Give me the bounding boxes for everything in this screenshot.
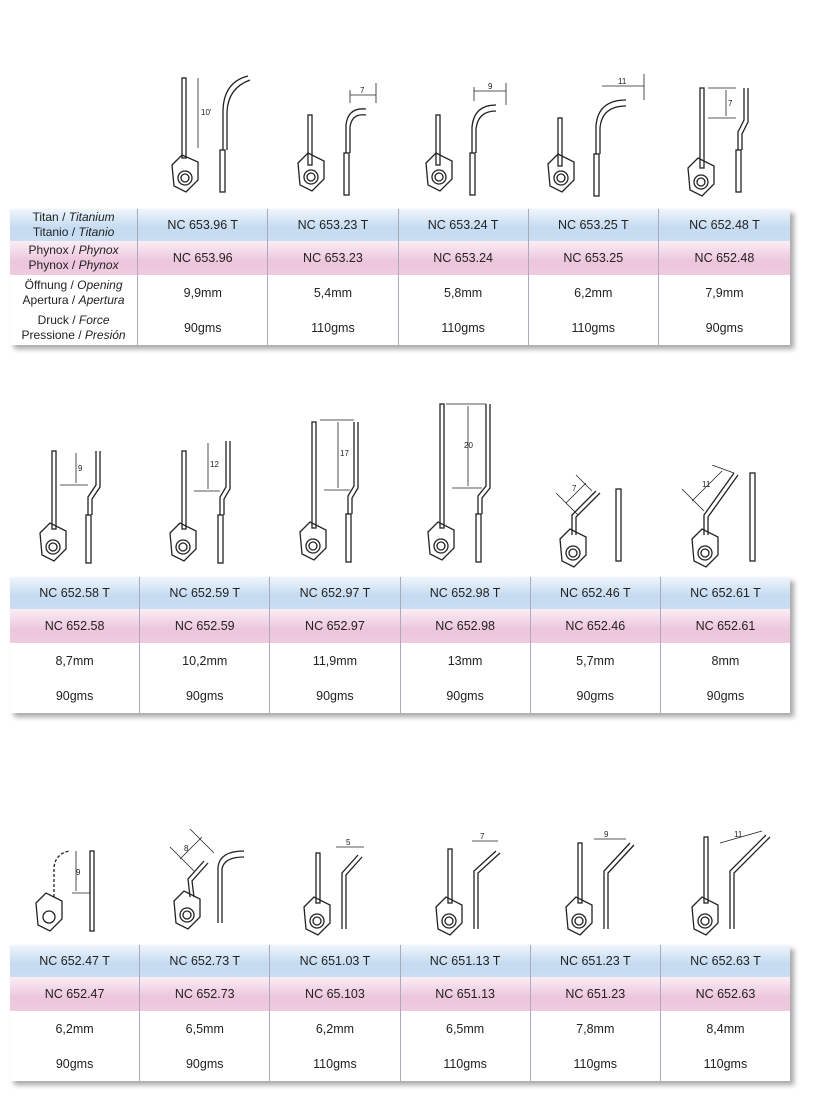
- opening-cell: 11,9mm: [270, 643, 400, 678]
- clip-drawing-4: [426, 400, 506, 570]
- spec-table-1: [10, 209, 790, 345]
- force-row: [10, 678, 790, 713]
- force-cell: 110gms: [531, 1046, 661, 1081]
- drawings-section-3: [0, 825, 826, 940]
- row-label-opening: Öffnung / Opening Apertura / Apertura: [10, 275, 138, 310]
- opening-cell: 10,2mm: [140, 643, 270, 678]
- force-cell: 90gms: [401, 678, 531, 713]
- phynox-cell: NC 651.23: [531, 977, 661, 1011]
- dim-label: 7: [572, 484, 577, 493]
- clip-drawing-1: [38, 445, 118, 570]
- force-cell: 90gms: [10, 678, 140, 713]
- phynox-cell: NC 652.63: [695, 987, 756, 1001]
- titan-cell: NC 653.24 T: [399, 209, 529, 241]
- dim-label: 5: [346, 838, 351, 847]
- force-cell: 110gms: [270, 1046, 400, 1081]
- phynox-cell: NC 65.103: [270, 977, 400, 1011]
- titan-cell: NC 653.96 T: [138, 209, 268, 241]
- clip-drawing-5: [686, 80, 766, 200]
- force-cell: 110gms: [399, 310, 529, 345]
- phynox-cell: NC 653.96: [138, 241, 268, 275]
- spec-table-2: [10, 577, 790, 713]
- opening-cell: 13mm: [401, 643, 531, 678]
- phynox-row: [10, 609, 790, 643]
- force-cell: 90gms: [531, 678, 661, 713]
- force-cell: 90gms: [140, 678, 270, 713]
- phynox-cell: NC 652.73: [140, 977, 270, 1011]
- dim-label: 11: [734, 830, 743, 839]
- dim-label: 9: [76, 868, 81, 877]
- opening-cell: 8,4mm: [706, 1021, 745, 1036]
- force-row: [10, 310, 790, 345]
- phynox-cell: NC 653.25: [529, 241, 659, 275]
- opening-cell: 5,8mm: [399, 275, 529, 310]
- force-cell: 110gms: [703, 1056, 748, 1071]
- dim-label: 11: [702, 480, 711, 489]
- clip-drawing-3: [424, 75, 514, 200]
- phynox-cell: NC 653.24: [399, 241, 529, 275]
- dim-label: 10': [201, 108, 212, 117]
- titan-row: [10, 577, 790, 609]
- clip-drawing-5: [552, 465, 632, 570]
- titan-cell: NC 651.13 T: [401, 945, 531, 977]
- titan-cell: NC 652.58 T: [10, 577, 140, 609]
- dim-label: 20: [464, 441, 473, 450]
- opening-cell: 6,2mm: [270, 1011, 400, 1046]
- clip-drawing-3: [302, 833, 382, 939]
- opening-cell: 5,4mm: [268, 275, 398, 310]
- force-cell: 110gms: [268, 310, 398, 345]
- phynox-cell: NC 653.23: [268, 241, 398, 275]
- force-cell: 110gms: [529, 310, 659, 345]
- titan-row: [10, 209, 790, 241]
- clip-drawing-2: [296, 75, 386, 200]
- titan-cell: NC 652.98 T: [401, 577, 531, 609]
- opening-cell: 7,8mm: [531, 1011, 661, 1046]
- dim-label: 7: [480, 832, 485, 841]
- force-cell: 110gms: [401, 1046, 531, 1081]
- dim-label: 7: [360, 86, 365, 95]
- opening-cell: 9,9mm: [138, 275, 268, 310]
- force-cell: 90gms: [10, 1046, 140, 1081]
- force-cell: 90gms: [705, 320, 744, 335]
- row-label-titan: Titan / Titanium Titanio / Titanio: [10, 209, 138, 241]
- dim-label: 8: [184, 844, 189, 853]
- clip-drawing-2: [164, 827, 254, 939]
- titan-cell: NC 652.97 T: [270, 577, 400, 609]
- clip-drawing-4: [546, 70, 646, 200]
- spec-table-3: [10, 945, 790, 1081]
- titan-row: [10, 945, 790, 977]
- clip-drawing-1: [30, 847, 110, 937]
- phynox-cell: NC 652.48: [694, 251, 755, 265]
- phynox-cell: NC 652.46: [531, 609, 661, 643]
- opening-cell: 6,5mm: [140, 1011, 270, 1046]
- dim-label: 12: [210, 460, 219, 469]
- titan-cell: NC 652.47 T: [10, 945, 140, 977]
- dim-label: 9: [78, 464, 83, 473]
- titan-cell: NC 653.25 T: [529, 209, 659, 241]
- dim-label: 7: [728, 99, 733, 108]
- force-row: [10, 1046, 790, 1081]
- opening-cell: 6,2mm: [529, 275, 659, 310]
- opening-row: [10, 1011, 790, 1046]
- opening-cell: 5,7mm: [531, 643, 661, 678]
- dim-label: 9: [488, 82, 493, 91]
- opening-cell: 8,7mm: [10, 643, 140, 678]
- phynox-cell: NC 652.97: [270, 609, 400, 643]
- phynox-cell: NC 652.47: [10, 977, 140, 1011]
- titan-cell: NC 651.23 T: [531, 945, 661, 977]
- force-cell: 90gms: [140, 1046, 270, 1081]
- clip-drawing-3: [298, 414, 378, 569]
- opening-row: [10, 643, 790, 678]
- opening-row: [10, 275, 790, 310]
- titan-cell: NC 652.63 T: [690, 954, 761, 968]
- dim-label: 9: [604, 830, 609, 839]
- opening-cell: 7,9mm: [705, 285, 744, 300]
- row-label-force: Druck / Force Pressione / Presión: [10, 310, 138, 345]
- phynox-row: [10, 241, 790, 275]
- titan-cell: NC 652.61 T: [690, 586, 761, 600]
- phynox-cell: NC 652.59: [140, 609, 270, 643]
- titan-cell: NC 652.73 T: [140, 945, 270, 977]
- opening-cell: 6,5mm: [401, 1011, 531, 1046]
- opening-cell: 6,2mm: [10, 1011, 140, 1046]
- row-label-phynox: Phynox / Phynox Phynox / Phynox: [10, 241, 138, 275]
- phynox-cell: NC 651.13: [401, 977, 531, 1011]
- phynox-cell: NC 652.58: [10, 609, 140, 643]
- titan-cell: NC 652.46 T: [531, 577, 661, 609]
- dim-label: 17: [340, 449, 349, 458]
- clip-drawing-1: [168, 70, 258, 200]
- force-cell: 90gms: [706, 688, 745, 703]
- drawings-section-1: [0, 70, 826, 205]
- clip-drawing-2: [168, 435, 248, 570]
- force-cell: 90gms: [138, 310, 268, 345]
- force-cell: 90gms: [270, 678, 400, 713]
- titan-cell: NC 652.48 T: [689, 218, 760, 232]
- drawings-section-2: [0, 400, 826, 575]
- clip-drawing-6: [690, 827, 780, 939]
- titan-cell: NC 651.03 T: [270, 945, 400, 977]
- clip-drawing-4: [434, 829, 514, 939]
- phynox-cell: NC 652.98: [401, 609, 531, 643]
- phynox-row: [10, 977, 790, 1011]
- opening-cell: 8mm: [711, 653, 740, 668]
- titan-cell: NC 653.23 T: [268, 209, 398, 241]
- clip-drawing-6: [678, 465, 768, 570]
- dim-label: 11: [618, 77, 627, 86]
- clip-drawing-5: [564, 829, 644, 939]
- titan-cell: NC 652.59 T: [140, 577, 270, 609]
- phynox-cell: NC 652.61: [695, 619, 756, 633]
